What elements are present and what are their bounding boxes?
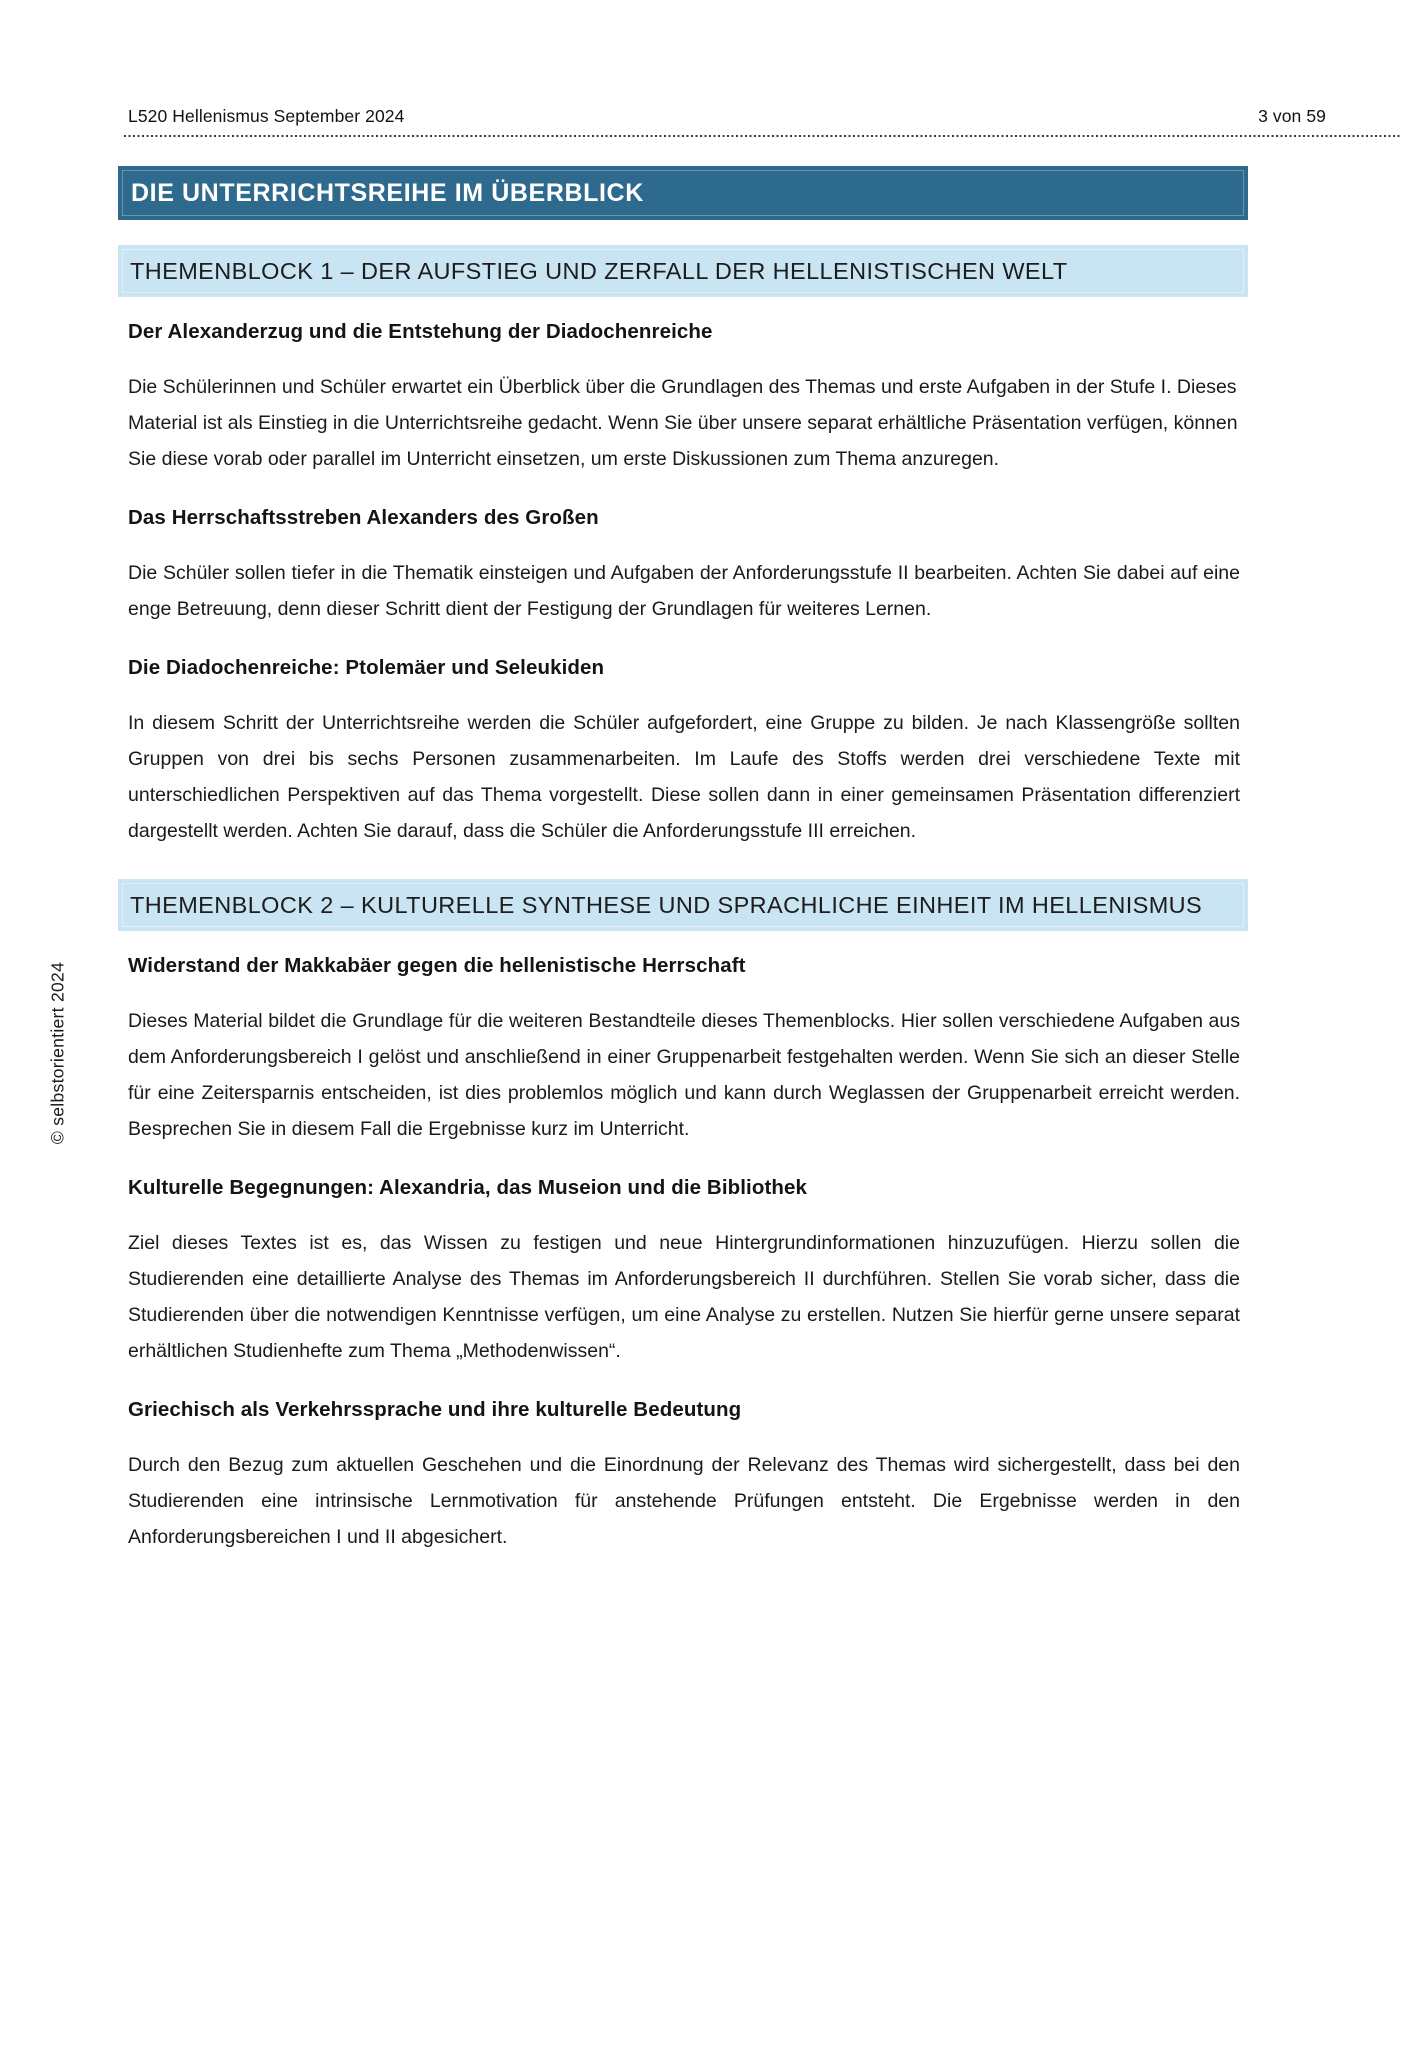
document-body — [118, 166, 1248, 1555]
themenblock-1-banner — [118, 245, 1248, 297]
section-heading: Griechisch als Verkehrssprache und ihre kulturelle Bedeutung — [128, 1398, 742, 1421]
copyright-vertical-text: © selbstorientiert 2024 — [47, 961, 68, 1145]
section-heading: Widerstand der Makkabäer gegen die hellenistische Herrschaft — [128, 954, 746, 977]
header-course-code: L520 Hellenismus September 2024 — [128, 106, 405, 126]
themenblock-2-banner — [118, 879, 1248, 931]
header-divider — [124, 135, 1402, 137]
section-heading: Das Herrschaftsstreben Alexanders des Großen — [128, 506, 599, 529]
section-paragraph: Durch den Bezug zum aktuellen Geschehen und die Einordnung der Relevanz des Themas wird sichergestellt, dass bei den Studierenden eine intrinsische Lernmotivation für anstehende Prüfungen entsteht. Die Ergebnisse werden in den Anforderungsbereichen I und II abgesichert. — [128, 1454, 1240, 1548]
themenblock-2-title: THEMENBLOCK 2 – KULTURELLE SYNTHESE UND SPRACHLICHE EINHEIT IM HELLENISMUS — [130, 892, 1203, 918]
section-paragraph: Ziel dieses Textes ist es, das Wissen zu festigen und neue Hintergrundinformationen hinzuzufügen. Hierzu sollen die Studierenden eine detaillierte Analyse des Themas im Anforderungsbereich II durchführen. Stellen Sie vorab sicher, dass die Studierenden über die notwendigen Kenntnisse verfügen, um eine Analyse zu erstellen. Nutzen Sie hierfür gerne unsere separat erhältlichen Studienhefte zum Thema „Methodenwissen“. — [128, 1232, 1240, 1362]
themenblock-1-title: THEMENBLOCK 1 – DER AUFSTIEG UND ZERFALL DER HELLENISTISCHEN WELT — [130, 258, 1068, 284]
section-heading: Der Alexanderzug und die Entstehung der Diadochenreiche — [128, 320, 713, 343]
section-heading: Kulturelle Begegnungen: Alexandria, das Museion und die Bibliothek — [128, 1176, 807, 1199]
header-page-number: 3 von 59 — [1258, 106, 1326, 126]
main-title: DIE UNTERRICHTSREIHE IM ÜBERBLICK — [131, 179, 644, 207]
section-paragraph: Die Schülerinnen und Schüler erwartet ein Überblick über die Grundlagen des Themas und erste Aufgaben in der Stufe I. Dieses Material ist als Einstieg in die Unterrichtsreihe gedacht. Wenn Sie über unsere separat erhältliche Präsentation verfügen, können Sie diese vorab oder parallel im Unterricht einsetzen, um erste Diskussionen zum Thema anzuregen. — [128, 376, 1238, 470]
section-paragraph: In diesem Schritt der Unterrichtsreihe werden die Schüler aufgefordert, eine Gruppe zu bilden. Je nach Klassengröße sollten Gruppen von drei bis sechs Personen zusammenarbeiten. Im Laufe des Stoffs werden drei verschiedene Texte mit unterschiedlichen Perspektiven auf das Thema vorgestellt. Diese sollen dann in einer gemeinsamen Präsentation differenziert dargestellt werden. Achten Sie darauf, dass die Schüler die Anforderungsstufe III erreichen. — [128, 712, 1240, 842]
main-title-banner — [118, 166, 1248, 220]
section-heading: Die Diadochenreiche: Ptolemäer und Seleukiden — [128, 656, 605, 679]
page-header — [128, 106, 1326, 127]
section-paragraph: Die Schüler sollen tiefer in die Thematik einsteigen und Aufgaben der Anforderungsstufe II bearbeiten. Achten Sie dabei auf eine enge Betreuung, denn dieser Schritt dient der Festigung der Grundlagen für weiteres Lernen. — [128, 562, 1240, 620]
section-paragraph: Dieses Material bildet die Grundlage für die weiteren Bestandteile dieses Themenblocks. Hier sollen verschiedene Aufgaben aus dem Anforderungsbereich I gelöst und anschließend in einer Gruppenarbeit festgehalten werden. Wenn Sie sich an dieser Stelle für eine Zeitersparnis entscheiden, ist dies problemlos möglich und kann durch Weglassen der Gruppenarbeit erreicht werden. Besprechen Sie in diesem Fall die Ergebnisse kurz im Unterricht. — [128, 1010, 1240, 1140]
